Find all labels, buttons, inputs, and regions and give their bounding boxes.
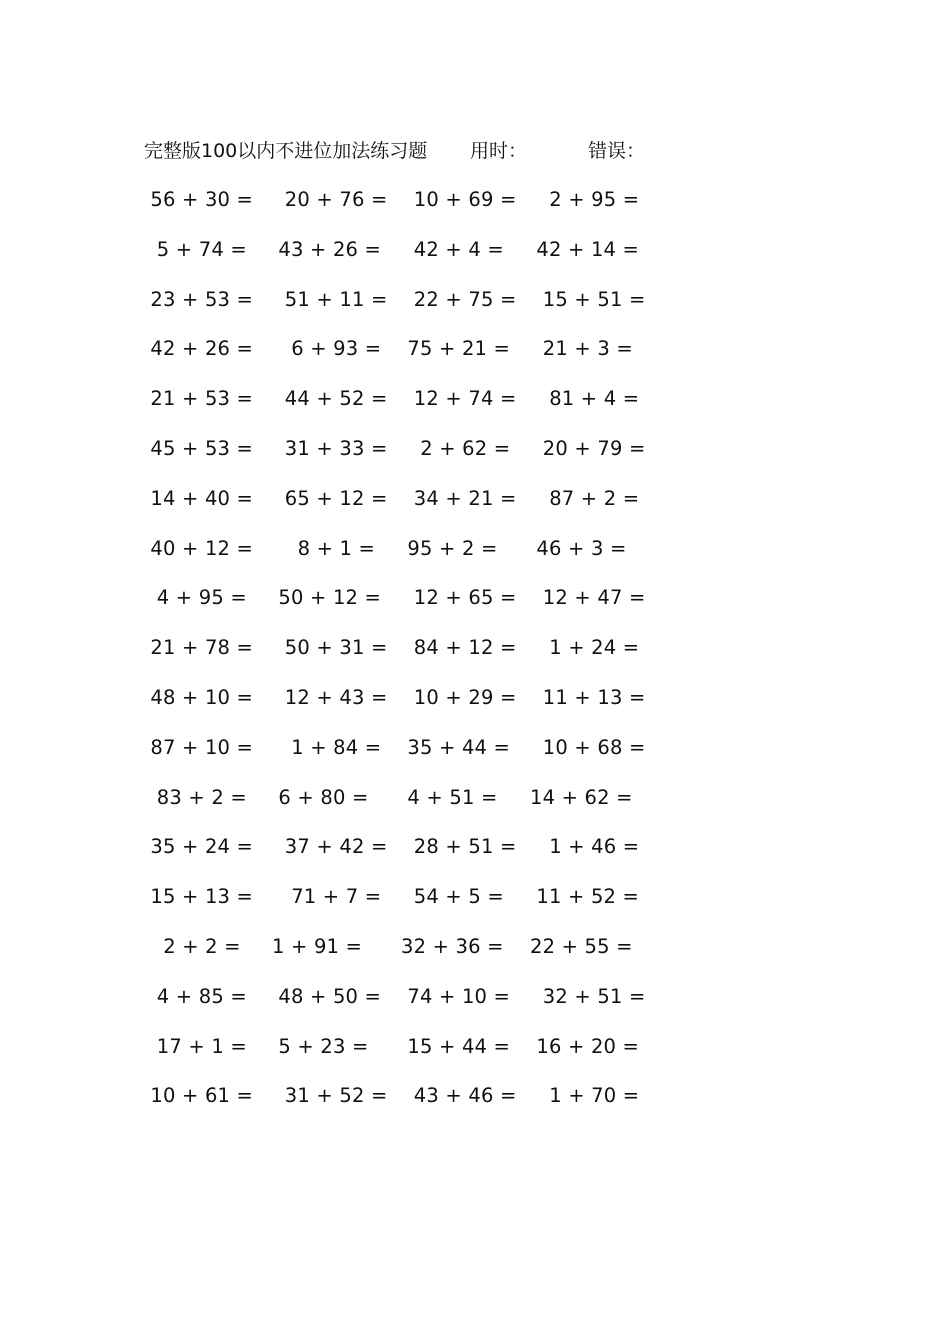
problem-row — [144, 684, 664, 734]
addition-problem: 42 + 4 = — [401, 237, 504, 261]
addition-problem: 5 + 23 = — [272, 1034, 369, 1058]
addition-problem: 43 + 26 = — [272, 237, 382, 261]
problem-row — [144, 186, 664, 236]
problem-row — [144, 584, 664, 634]
addition-problem: 21 + 53 = — [144, 387, 254, 411]
addition-problem: 81 + 4 = — [530, 387, 640, 411]
addition-problem: 95 + 2 = — [401, 536, 498, 560]
addition-problem: 87 + 2 = — [530, 486, 640, 510]
addition-problem: 8 + 1 = — [272, 536, 376, 560]
addition-problem: 42 + 14 = — [530, 237, 640, 261]
addition-problem: 74 + 10 = — [401, 984, 511, 1008]
addition-problem: 48 + 10 = — [144, 685, 254, 709]
addition-problem: 65 + 12 = — [272, 486, 388, 510]
addition-problem: 1 + 24 = — [530, 636, 640, 660]
addition-problem: 10 + 69 = — [401, 188, 517, 211]
problem-row — [144, 535, 664, 585]
problem-row — [144, 385, 664, 435]
worksheet-title: 完整版100以内不进位加法练习题 — [144, 140, 428, 162]
addition-problem: 12 + 47 = — [530, 586, 646, 610]
addition-problem: 12 + 65 = — [401, 586, 517, 610]
addition-problem: 2 + 62 = — [401, 436, 511, 460]
addition-problem: 4 + 85 = — [144, 984, 247, 1008]
addition-problem: 10 + 68 = — [530, 735, 646, 759]
addition-problem: 46 + 3 = — [530, 536, 627, 560]
addition-problem: 14 + 40 = — [144, 486, 254, 510]
problem-row — [144, 286, 664, 336]
errors-label: 错误： — [588, 140, 646, 162]
addition-problem: 51 + 11 = — [272, 287, 388, 311]
problem-row — [144, 335, 664, 385]
problem-row — [144, 933, 664, 983]
addition-problem: 5 + 74 = — [144, 237, 247, 261]
problem-row — [144, 1033, 664, 1083]
addition-problem: 32 + 36 = — [401, 934, 504, 958]
addition-problem: 71 + 7 = — [272, 885, 382, 909]
addition-problem: 20 + 76 = — [272, 188, 388, 211]
addition-problem: 31 + 33 = — [272, 436, 388, 460]
addition-problem: 14 + 62 = — [530, 785, 633, 809]
addition-problem: 1 + 91 = — [272, 934, 363, 958]
problem-row — [144, 883, 664, 933]
addition-problem: 1 + 46 = — [530, 835, 640, 859]
addition-problem: 83 + 2 = — [144, 785, 247, 809]
addition-problem: 10 + 29 = — [401, 685, 517, 709]
addition-problem: 1 + 84 = — [272, 735, 382, 759]
addition-problem: 32 + 51 = — [530, 984, 646, 1008]
problem-row — [144, 485, 664, 535]
addition-problem: 4 + 51 = — [401, 785, 498, 809]
worksheet-header — [144, 136, 744, 166]
addition-problem: 12 + 43 = — [272, 685, 388, 709]
addition-problem: 11 + 13 = — [530, 685, 646, 709]
addition-problem: 23 + 53 = — [144, 287, 254, 311]
problem-row — [144, 983, 664, 1033]
addition-problem: 12 + 74 = — [401, 387, 517, 411]
problem-row — [144, 734, 664, 784]
addition-problem: 22 + 75 = — [401, 287, 517, 311]
problem-row — [144, 236, 664, 286]
addition-problem: 10 + 61 = — [144, 1084, 254, 1108]
addition-problem: 35 + 44 = — [401, 735, 511, 759]
addition-problem: 34 + 21 = — [401, 486, 517, 510]
problem-row — [144, 784, 664, 834]
addition-problem: 6 + 93 = — [272, 337, 382, 361]
addition-problem: 50 + 12 = — [272, 586, 382, 610]
addition-problem: 1 + 70 = — [530, 1084, 640, 1108]
addition-problem: 42 + 26 = — [144, 337, 254, 361]
addition-problem: 11 + 52 = — [530, 885, 640, 909]
addition-problem: 15 + 13 = — [144, 885, 254, 909]
addition-problem: 2 + 2 = — [144, 934, 241, 958]
addition-problem: 16 + 20 = — [530, 1034, 640, 1058]
time-label: 用时： — [470, 140, 528, 162]
problem-row — [144, 634, 664, 684]
addition-problem: 56 + 30 = — [144, 188, 254, 211]
addition-problem: 20 + 79 = — [530, 436, 646, 460]
addition-problem: 21 + 3 = — [530, 337, 633, 361]
addition-problem: 21 + 78 = — [144, 636, 254, 660]
addition-problem: 40 + 12 = — [144, 536, 254, 560]
addition-problem: 48 + 50 = — [272, 984, 382, 1008]
problem-row — [144, 435, 664, 485]
addition-problem: 17 + 1 = — [144, 1034, 247, 1058]
addition-problem: 6 + 80 = — [272, 785, 369, 809]
addition-problem: 87 + 10 = — [144, 735, 254, 759]
addition-problem: 22 + 55 = — [530, 934, 633, 958]
addition-problem: 4 + 95 = — [144, 586, 247, 610]
addition-problem: 43 + 46 = — [401, 1084, 517, 1108]
addition-problem: 75 + 21 = — [401, 337, 511, 361]
addition-problem: 50 + 31 = — [272, 636, 388, 660]
addition-problem: 31 + 52 = — [272, 1084, 388, 1108]
addition-problem: 15 + 44 = — [401, 1034, 511, 1058]
problem-row — [144, 833, 664, 883]
addition-problem: 2 + 95 = — [530, 188, 640, 211]
addition-problem: 37 + 42 = — [272, 835, 388, 859]
problem-grid — [144, 186, 664, 1132]
addition-problem: 44 + 52 = — [272, 387, 388, 411]
addition-problem: 54 + 5 = — [401, 885, 504, 909]
addition-problem: 28 + 51 = — [401, 835, 517, 859]
addition-problem: 35 + 24 = — [144, 835, 254, 859]
addition-problem: 15 + 51 = — [530, 287, 646, 311]
problem-row — [144, 1082, 664, 1132]
addition-problem: 45 + 53 = — [144, 436, 254, 460]
addition-problem: 84 + 12 = — [401, 636, 517, 660]
